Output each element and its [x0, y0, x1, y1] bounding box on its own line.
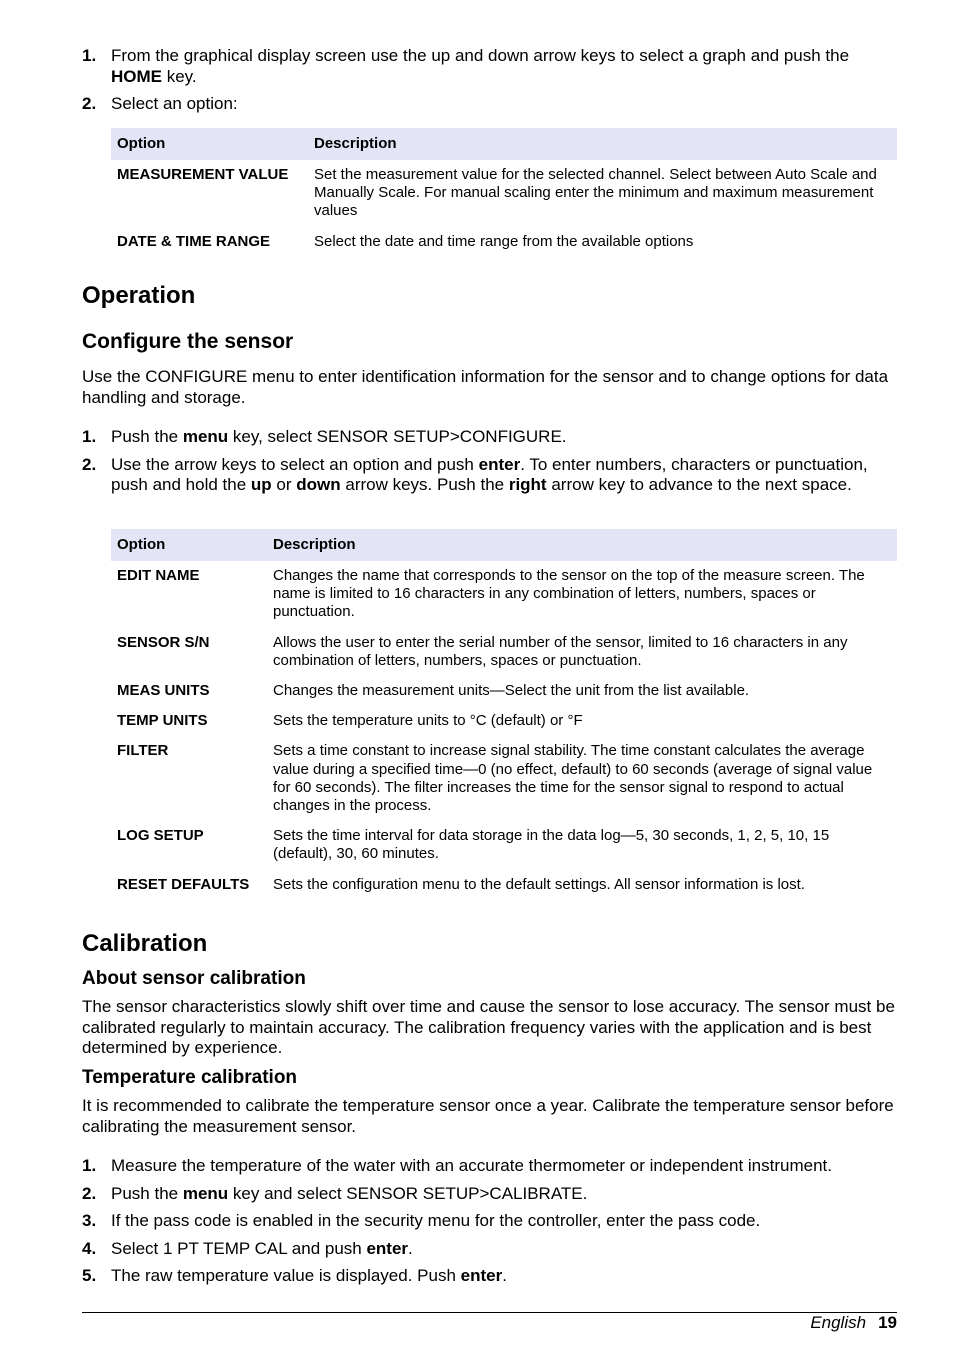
- step-text: .: [502, 1266, 507, 1285]
- column-header-description: Description: [267, 529, 897, 561]
- option-cell: DATE & TIME RANGE: [117, 232, 271, 250]
- step-number: 4.: [82, 1238, 97, 1258]
- key-name: menu: [182, 427, 229, 446]
- step-text: arrow keys. Push the: [340, 475, 509, 494]
- description-cell: Sets the time interval for data storage in the data log—5, 30 seconds, 1, 2, 5, 10, 15 (default), 30, 60 minutes.: [273, 827, 830, 863]
- description-cell: Sets the temperature units to °C (default) or °F: [273, 712, 583, 730]
- step-number: 1.: [82, 1156, 97, 1175]
- options-table-graph: [111, 128, 897, 257]
- key-name: HOME: [111, 66, 162, 86]
- step-number: 1.: [82, 46, 97, 65]
- temperature-calibration-steps: [82, 1156, 897, 1294]
- description-cell: Set the measurement value for the selected channel. Select between Auto Scale and Manually Scale. For manual scaling enter the minimum and maximum measurement values: [314, 166, 877, 220]
- footer-text: [810, 1313, 897, 1333]
- option-cell: MEASUREMENT VALUE: [117, 166, 289, 183]
- heading-calibration: Calibration: [82, 930, 208, 957]
- list-item: [82, 1156, 897, 1177]
- option-cell: LOG SETUP: [117, 827, 204, 845]
- about-calibration-text: The sensor characteristics slowly shift over time and cause the sensor to lose accuracy. The sensor must be calibrated regularly to maintain accuracy. The calibration frequency varies with the application and is best determined by experience.: [82, 997, 895, 1057]
- column-header-option: Option: [111, 529, 267, 561]
- step-text: If the pass code is enabled in the security menu for the controller, enter the pass code.: [111, 1211, 761, 1230]
- key-name: menu: [182, 1183, 229, 1203]
- options-table-configure: [111, 529, 897, 900]
- step-number: 5.: [82, 1266, 97, 1285]
- step-number: 2.: [82, 94, 97, 113]
- table-row: [111, 821, 897, 869]
- table-header-row: [111, 128, 897, 160]
- step-text: Measure the temperature of the water with an accurate thermometer or independent instrument.: [111, 1156, 832, 1175]
- list-item: [82, 1211, 897, 1232]
- step-text: key, select SENSOR SETUP>CONFIGURE.: [228, 427, 567, 446]
- option-cell: RESET DEFAULTS: [117, 875, 250, 893]
- step-text: From the graphical display screen use the up and down arrow keys to select a graph and push the: [111, 46, 850, 65]
- intro-steps: [82, 46, 897, 122]
- step-number: 2.: [82, 1183, 97, 1203]
- option-cell: MEAS UNITS: [117, 682, 210, 700]
- column-header-description: Description: [308, 128, 897, 160]
- step-text: Use the arrow keys to select an option and push: [111, 454, 479, 474]
- description-cell: Changes the measurement units—Select the unit from the list available.: [273, 682, 750, 700]
- step-text: key and select SENSOR SETUP>CALIBRATE.: [228, 1183, 588, 1203]
- table-row: [111, 706, 897, 736]
- key-name: up: [250, 475, 272, 494]
- list-item: [82, 46, 897, 87]
- temperature-calibration-text: It is recommended to calibrate the temperature sensor once a year. Calibrate the temperature sensor before calibrating the measurement sensor.: [82, 1096, 894, 1136]
- step-text: The raw temperature value is displayed. Push: [111, 1266, 461, 1285]
- configure-steps: [82, 427, 897, 503]
- table-row: [111, 736, 897, 821]
- column-header-option: Option: [111, 128, 308, 160]
- step-number: 1.: [82, 427, 97, 446]
- key-name: enter: [366, 1238, 409, 1258]
- heading-temperature-calibration: Temperature calibration: [82, 1067, 298, 1088]
- step-number: 3.: [82, 1211, 97, 1230]
- heading-operation: Operation: [82, 282, 196, 309]
- key-name: enter: [460, 1266, 503, 1285]
- key-name: right: [508, 475, 547, 494]
- heading-about-sensor-calibration: About sensor calibration: [82, 968, 306, 989]
- list-item: [82, 1266, 897, 1287]
- table-row: [111, 676, 897, 706]
- footer-language: English: [810, 1313, 867, 1332]
- heading-configure-sensor: Configure the sensor: [82, 330, 294, 353]
- option-cell: TEMP UNITS: [117, 712, 208, 730]
- key-name: enter: [478, 454, 521, 474]
- configure-intro-text: Use the CONFIGURE menu to enter identification information for the sensor and to change options for data handling and storage.: [82, 367, 889, 407]
- option-cell: EDIT NAME: [117, 567, 200, 584]
- page-number: 19: [878, 1313, 897, 1332]
- table-header-row: [111, 529, 897, 561]
- list-item: [82, 1239, 897, 1260]
- step-text: .: [408, 1238, 413, 1258]
- list-item: [82, 94, 897, 115]
- page-footer: [82, 1312, 897, 1332]
- table-row: [111, 870, 897, 900]
- list-item: [82, 427, 897, 448]
- description-cell: Allows the user to enter the serial number of the sensor, limited to 16 characters in any combination of letters, numbers, spaces or punctuation.: [273, 633, 848, 669]
- description-cell: Select the date and time range from the available options: [314, 232, 694, 250]
- step-text: Push the: [111, 427, 183, 446]
- table-row: [111, 160, 897, 227]
- key-name: down: [296, 475, 341, 494]
- step-text: . To enter numbers, characters or punctuation, push and hold the: [111, 454, 868, 494]
- step-text: or: [271, 475, 297, 494]
- step-text: Select an option:: [111, 94, 238, 113]
- table-row: [111, 561, 897, 628]
- step-text: arrow key to advance to the next space.: [546, 475, 852, 494]
- description-cell: Sets a time constant to increase signal stability. The time constant calculates the average value during a specified time—0 (no effect, default) to 60 seconds (average of signal value for 60 seconds). The filter increases the time for the sensor signal to respond to actual changes in the process.: [273, 742, 873, 815]
- list-item: [82, 455, 897, 496]
- list-item: [82, 1184, 897, 1205]
- table-row: [111, 227, 897, 257]
- description-cell: Changes the name that corresponds to the sensor on the top of the measure screen. The name is limited to 16 characters in any combination of letters, numbers, spaces or punctuation.: [273, 567, 865, 621]
- step-text: key.: [162, 66, 197, 86]
- option-cell: FILTER: [117, 742, 169, 760]
- description-cell: Sets the configuration menu to the default settings. All sensor information is lost.: [273, 875, 805, 893]
- option-cell: SENSOR S/N: [117, 633, 210, 651]
- step-text: Select 1 PT TEMP CAL and push: [111, 1238, 367, 1258]
- step-text: Push the: [111, 1183, 183, 1203]
- step-number: 2.: [82, 454, 97, 474]
- table-row: [111, 628, 897, 676]
